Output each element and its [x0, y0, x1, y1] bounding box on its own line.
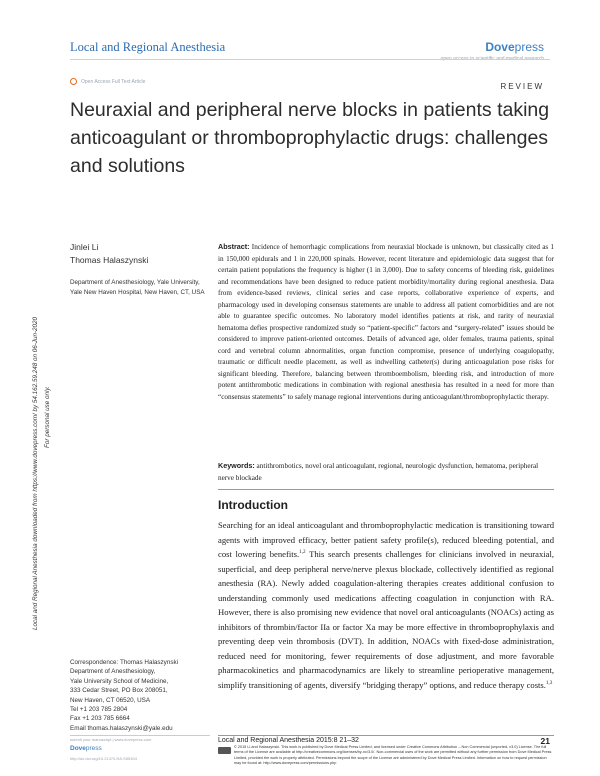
author-list	[70, 241, 148, 267]
footer-divider-left	[70, 735, 210, 736]
author-name: Thomas Halaszynski	[70, 255, 149, 265]
download-note-line1: Local and Regional Anesthesia downloaded from https://www.dovepress.com/ by 54.162.59.248 on 06-Jun-2020	[32, 316, 39, 630]
citation: 1,3	[545, 680, 553, 687]
intro-text-part1: Searching for an ideal anticoagulant and thromboprophylactic medication is transitioning toward agents with improved efficacy, better patient safety profile(s), reduced bleeding potential, and cost lowering benefits.	[218, 520, 554, 560]
keywords-label: Keywords:	[218, 461, 255, 470]
correspondence-line: Fax +1 203 785 6664	[70, 715, 130, 723]
correspondence-line: Yale University School of Medicine,	[70, 677, 169, 685]
journal-citation: Local and Regional Anesthesia 2015:8 21–32	[218, 737, 359, 744]
correspondence-email: Email thomas.halaszynski@yale.edu	[70, 724, 173, 732]
correspondence-line: Tel +1 203 785 2804	[70, 706, 128, 714]
footer-divider-right	[218, 735, 554, 736]
download-side-note	[6, 140, 51, 630]
section-heading: Introduction	[218, 498, 288, 512]
publisher-logo	[485, 40, 544, 54]
introduction-text	[218, 518, 554, 693]
abstract-label: Abstract:	[218, 242, 250, 251]
footer-publisher-logo	[70, 745, 102, 752]
intro-text-part2: This search presents challenges for clinicians involved in neuraxial, superficial, and deep peripheral nerve/nerve plexus blockade, collectively identified as regional anesthesia (RA). Newly added coagulation-altering therapies creates additional confusion to understanding commonly used medications affecting coagulation in conjunction with RA. However, there is also promising new evidence that novel oral anticoagulants (NOACs) acting as inhibitors of thrombin/factor IIa or factor Xa may be more effective in thromboprophylaxis and preventing deep vein thrombosis (DVT). In addition, NOACs with fixed-dose administration, reduced need for monitoring, fewer requirements of dose adjustment, and more favorable pharmacokinetics and pharmacodynamics are likely to streamline perioperative management, simplify transitioning of agents, diversify “bridging therapy” options, and reduce therapy costs.	[218, 549, 554, 691]
download-note-line2: For personal use only.	[44, 386, 51, 448]
citation: 1,2	[299, 549, 306, 556]
correspondence-line: 333 Cedar Street, PO Box 208051,	[70, 687, 168, 695]
header-divider	[70, 59, 550, 60]
footer-publisher-name: Dove	[70, 745, 86, 752]
creative-commons-icon	[218, 747, 231, 754]
abstract	[218, 241, 554, 403]
correspondence-line: Department of Anesthesiology,	[70, 668, 156, 676]
article-title: Neuraxial and peripheral nerve blocks in patients taking anticoagulant or thromboprophylactic drugs: challenges and solutions	[70, 99, 550, 177]
affiliation: Department of Anesthesiology, Yale University, Yale New Haven Hospital, New Haven, CT, USA	[70, 279, 205, 296]
correspondence-label: Correspondence: Thomas Halaszynski	[70, 659, 179, 666]
open-access-row	[70, 78, 145, 85]
publisher-name-suffix: press	[514, 40, 544, 54]
article-type: REVIEW	[500, 82, 544, 91]
journal-title: Local and Regional Anesthesia	[70, 40, 226, 54]
footer-publisher-suffix: press	[85, 745, 102, 752]
publisher-name: Dove	[485, 40, 515, 54]
open-access-icon	[70, 78, 77, 85]
section-divider	[218, 489, 554, 490]
submit-manuscript-link[interactable]: submit your manuscript | www.dovepress.com	[70, 737, 152, 742]
open-access-label: Open Access Full Text Article	[81, 78, 146, 85]
keywords-text: antithrombotics, novel oral anticoagulant, regional, neurologic dysfunction, hematoma, peripheral nerve blockade	[218, 462, 539, 482]
keywords	[218, 460, 554, 484]
license-text: © 2015 Li and Halaszynski. This work is published by Dove Medical Press Limited, and licensed under Creative Commons Attribution – Non Commercial (unported, v3.0) License. The full terms of the License are available at http://creativecommons.org/licenses/by-nc/3.0/. Non-commercial uses of the work are permitted without any further permission from Dove Medical Press Limited, provided the work is properly attributed. Permissions beyond the scope of the License are administered by Dove Medical Press Limited. Information on how to request permission may be found at: http://www.dovepress.com/permissions.php	[234, 745, 552, 765]
doi-link[interactable]: http://dx.doi.org/10.2147/LRA.S55304	[70, 756, 137, 761]
abstract-text: Incidence of hemorrhagic complications from neuraxial blockade is unknown, but classically cited as 1 in 150,000 epidurals and 1 in 220,000 spinals. However, recent literature and epidemiologic data suggest that for certain patient populations the frequency is higher (1 in 3,000). Due to safety concerns of bleeding risk, guidelines and recommendations have been designed to reduce patient morbidity/mortality during regional anesthesia. Data from evidence-based reviews, clinical series and case reports, collaborative experience of experts, and pharmacology used in developing consensus statements are unable to address all patient comorbidities and are not able to guarantee specific outcomes. No laboratory model identifies patients at risk, and rarity of neuraxial hematoma defies prospective randomized study so “patient-specific” factors and “surgery-related” issues should be considered to improve patient-oriented outcomes. Details of advanced age, older females, trauma patients, spinal cord and vertebral column abnormalities, organ function compromise, presence of underlying coagulopathy, traumatic or difficult needle placement, as well as indwelling catheter(s) during anticoagulation pose risks for significant bleeding. Therefore, balancing between thromboembolism, bleeding risk, and introduction of more potent antithrombotic medications in combination with regional anesthesia has resulted in a need for more than “consensus statements” to safely manage regional interventions during anticoagulant/thromboprophylactic therapy.	[218, 243, 554, 401]
page-number: 21	[540, 736, 550, 746]
author-name: Jinlei Li	[70, 242, 99, 252]
correspondence-line: New Haven, CT 06520, USA	[70, 696, 151, 704]
correspondence-block	[70, 658, 210, 733]
